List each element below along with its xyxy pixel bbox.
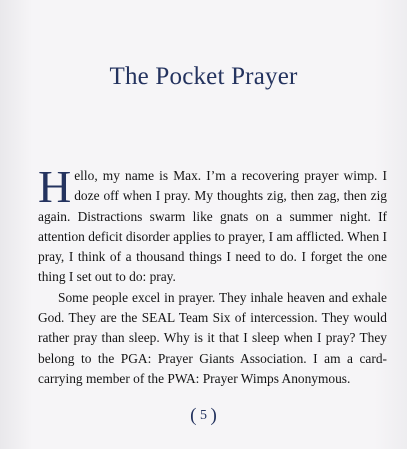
page-number-close-paren: ) (210, 405, 217, 426)
chapter-title: The Pocket Prayer (109, 63, 298, 90)
paragraph-1-text: ello, my name is Max. I’m a recovering prayer wimp. I doze off when I pray. My thoughts zig, then zag, then zig again. Distractions swarm like gnats on a summer night. If attention deficit disorder applies to prayer, I am afflicted. When I pray, I think of a thousand things I need to do. I forget the one thing I set out to do: pray. (38, 168, 387, 285)
page-number (0, 405, 407, 427)
drop-cap: H (38, 161, 72, 212)
page-number-open-paren: ( (190, 405, 197, 426)
paragraph-1 (38, 161, 387, 288)
page-number-value: 5 (200, 408, 207, 423)
body-text (38, 161, 387, 389)
paragraph-2: Some people excel in prayer. They inhale heaven and exhale God. They are the SEAL Team Six of intercession. They would rather pray than sleep. Why is it that I sleep when I pray? They belong to the PGA: Prayer Giants Association. I am a card-carrying member of the PWA: Prayer Wimps Anonymous. (38, 289, 387, 386)
